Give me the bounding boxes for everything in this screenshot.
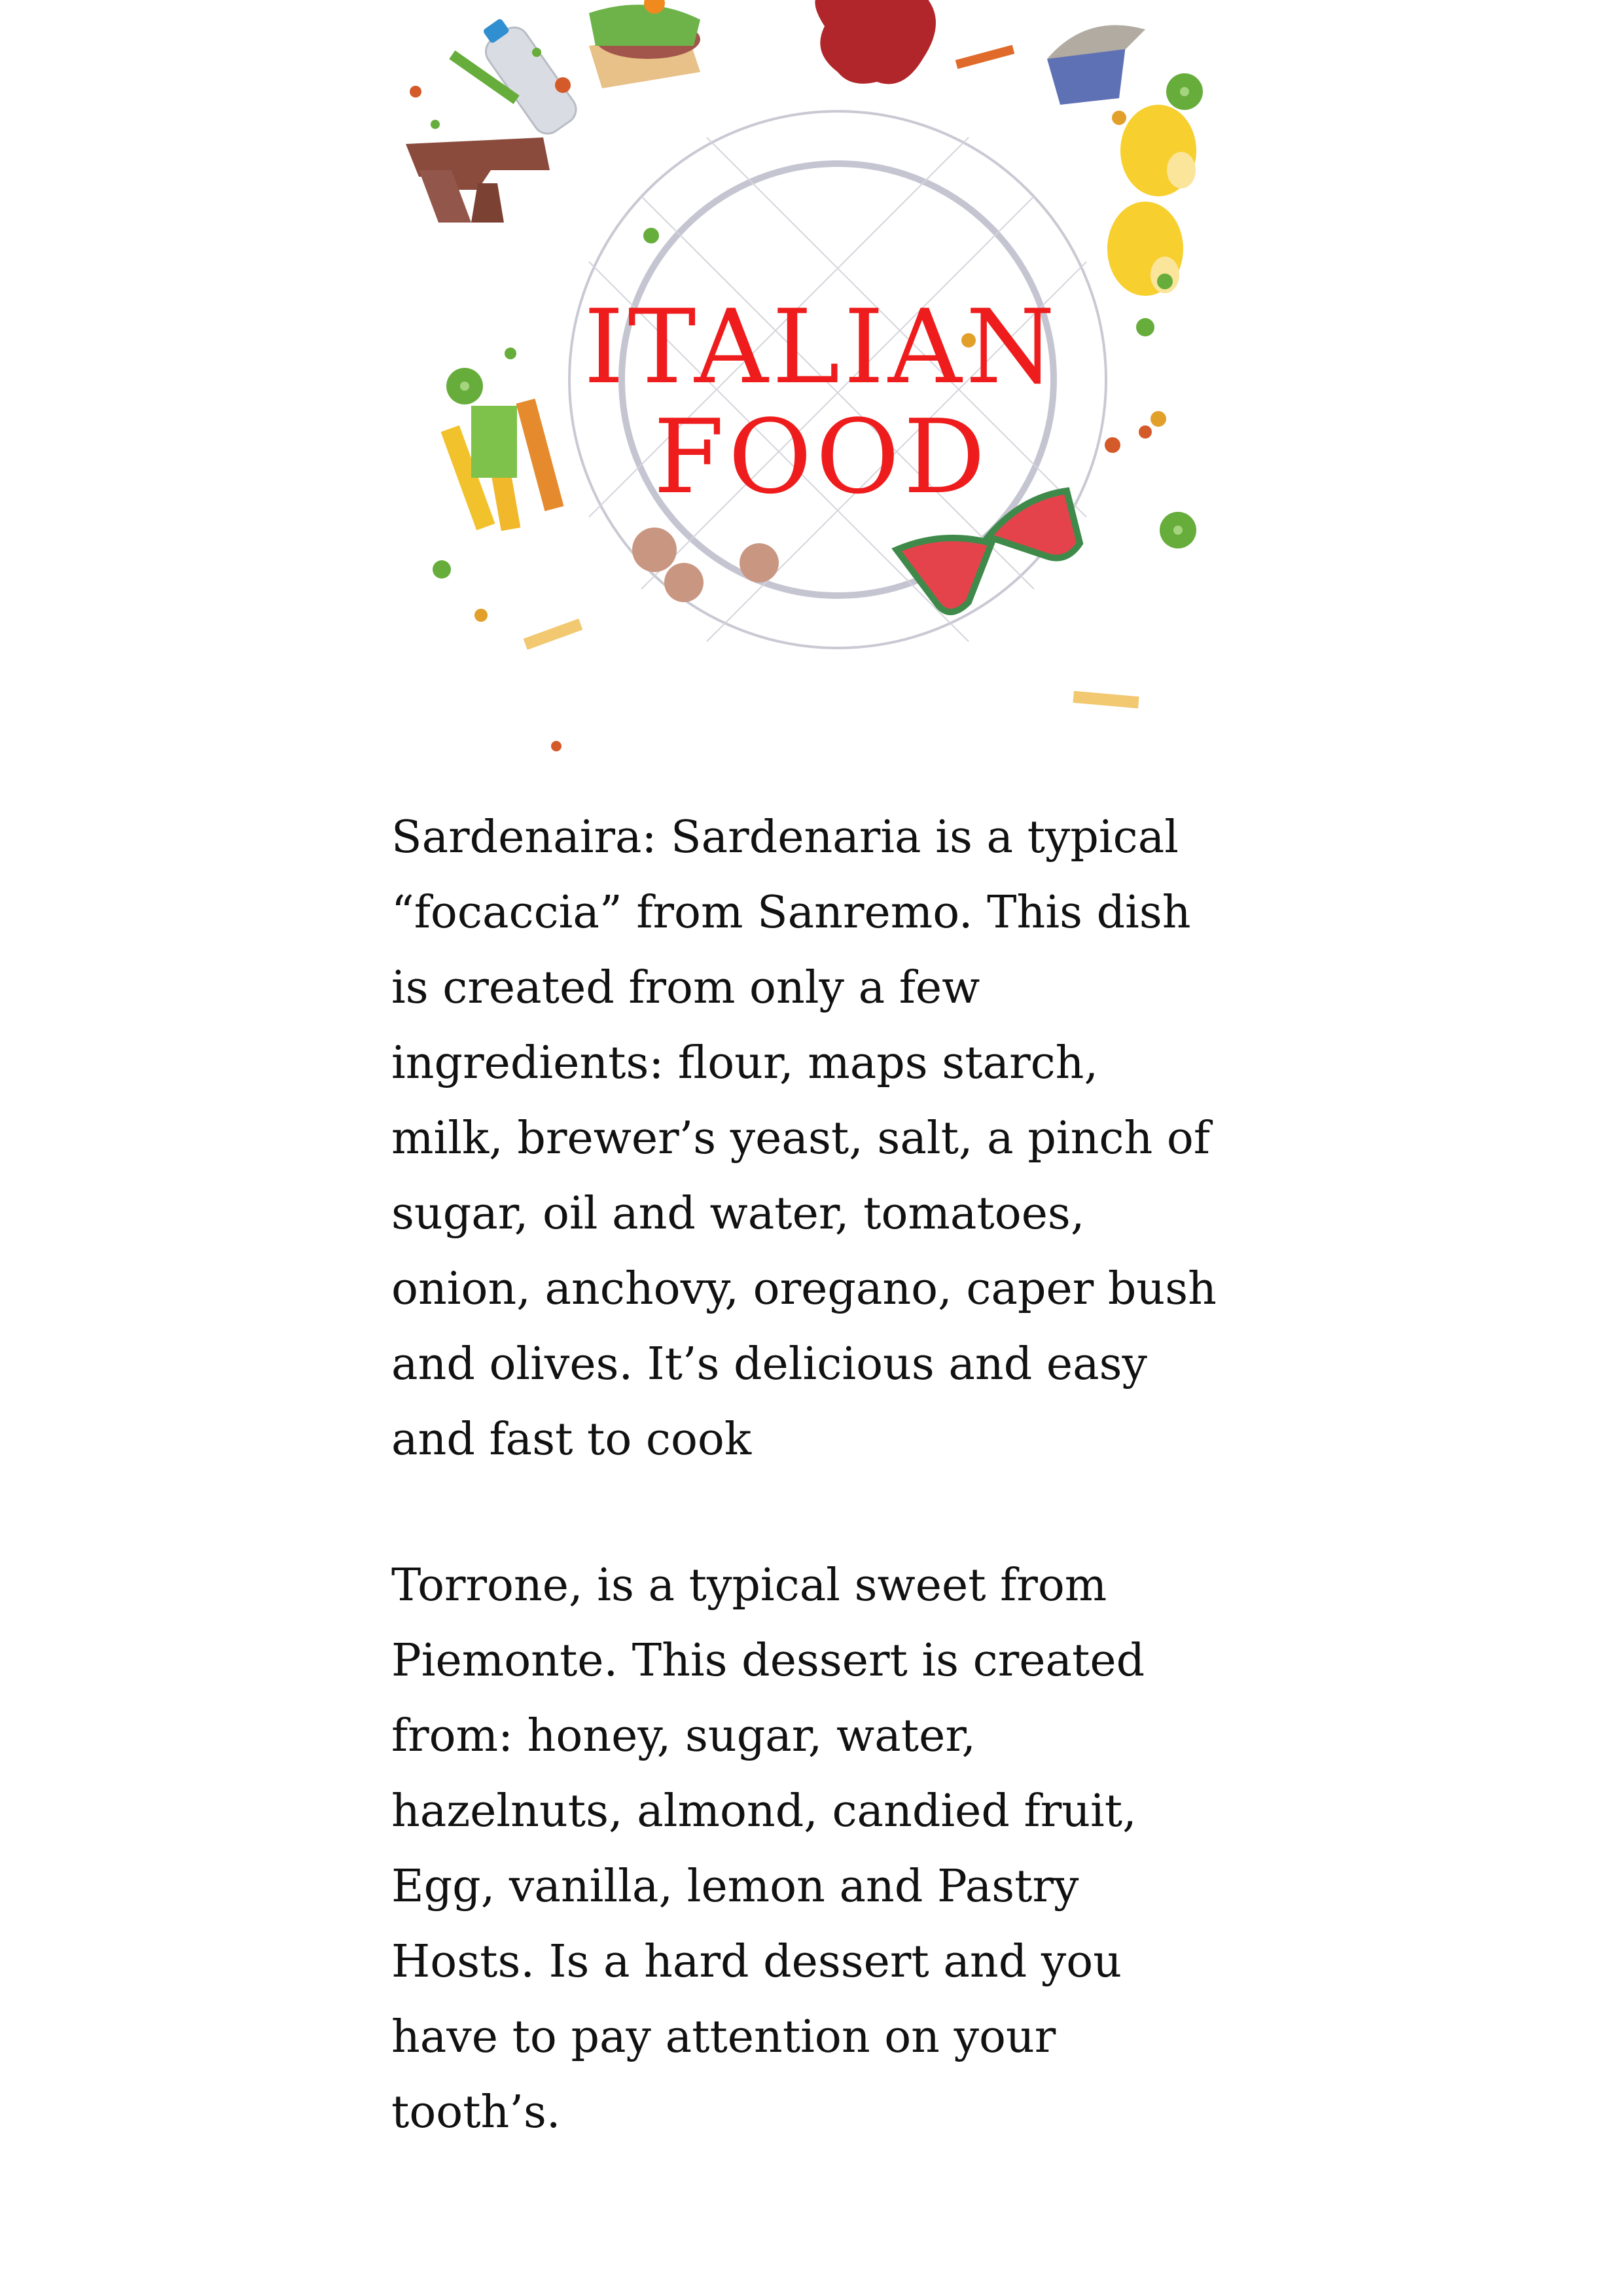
sardenaira-paragraph — [391, 800, 1308, 1477]
corn-icon — [1107, 105, 1196, 296]
torrone-paragraph — [391, 1548, 1308, 2150]
chocolate-bar-icon — [406, 137, 550, 223]
text-line: is created from only a few — [391, 962, 980, 1014]
text-line: and fast to cook — [391, 1414, 752, 1465]
text-line: have to pay attention on your — [391, 2011, 1056, 2063]
text-line: Hosts. Is a hard dessert and you — [391, 1936, 1122, 1988]
text-line: Piemonte. This dessert is created — [391, 1635, 1145, 1687]
text-line: ingredients: flour, maps starch, — [391, 1037, 1099, 1089]
title-line-food: FOOD — [653, 397, 990, 516]
text-line: Torrone, is a typical sweet from — [391, 1560, 1107, 1611]
text-line: “focaccia” from Sanremo. This dish — [391, 887, 1191, 939]
text-line: hazelnuts, almond, candied fruit, — [391, 1785, 1137, 1837]
text-line: from: honey, sugar, water, — [391, 1710, 976, 1762]
sandwich-icon — [589, 0, 700, 88]
title-line-italian: ITALIAN — [583, 287, 1060, 406]
yogurt-cup-icon — [1047, 25, 1145, 105]
text-line: Sardenaira: Sardenaria is a typical — [391, 812, 1179, 863]
text-line: and olives. It’s delicious and easy — [391, 1338, 1147, 1390]
text-line: milk, brewer’s yeast, salt, a pinch of — [391, 1113, 1210, 1164]
text-line: Egg, vanilla, lemon and Pastry — [391, 1861, 1079, 1912]
text-line: onion, anchovy, oregano, caper bush — [391, 1263, 1217, 1315]
apple-icon — [815, 0, 936, 84]
text-line: sugar, oil and water, tomatoes, — [391, 1188, 1085, 1240]
text-line: tooth’s. — [391, 2087, 561, 2138]
